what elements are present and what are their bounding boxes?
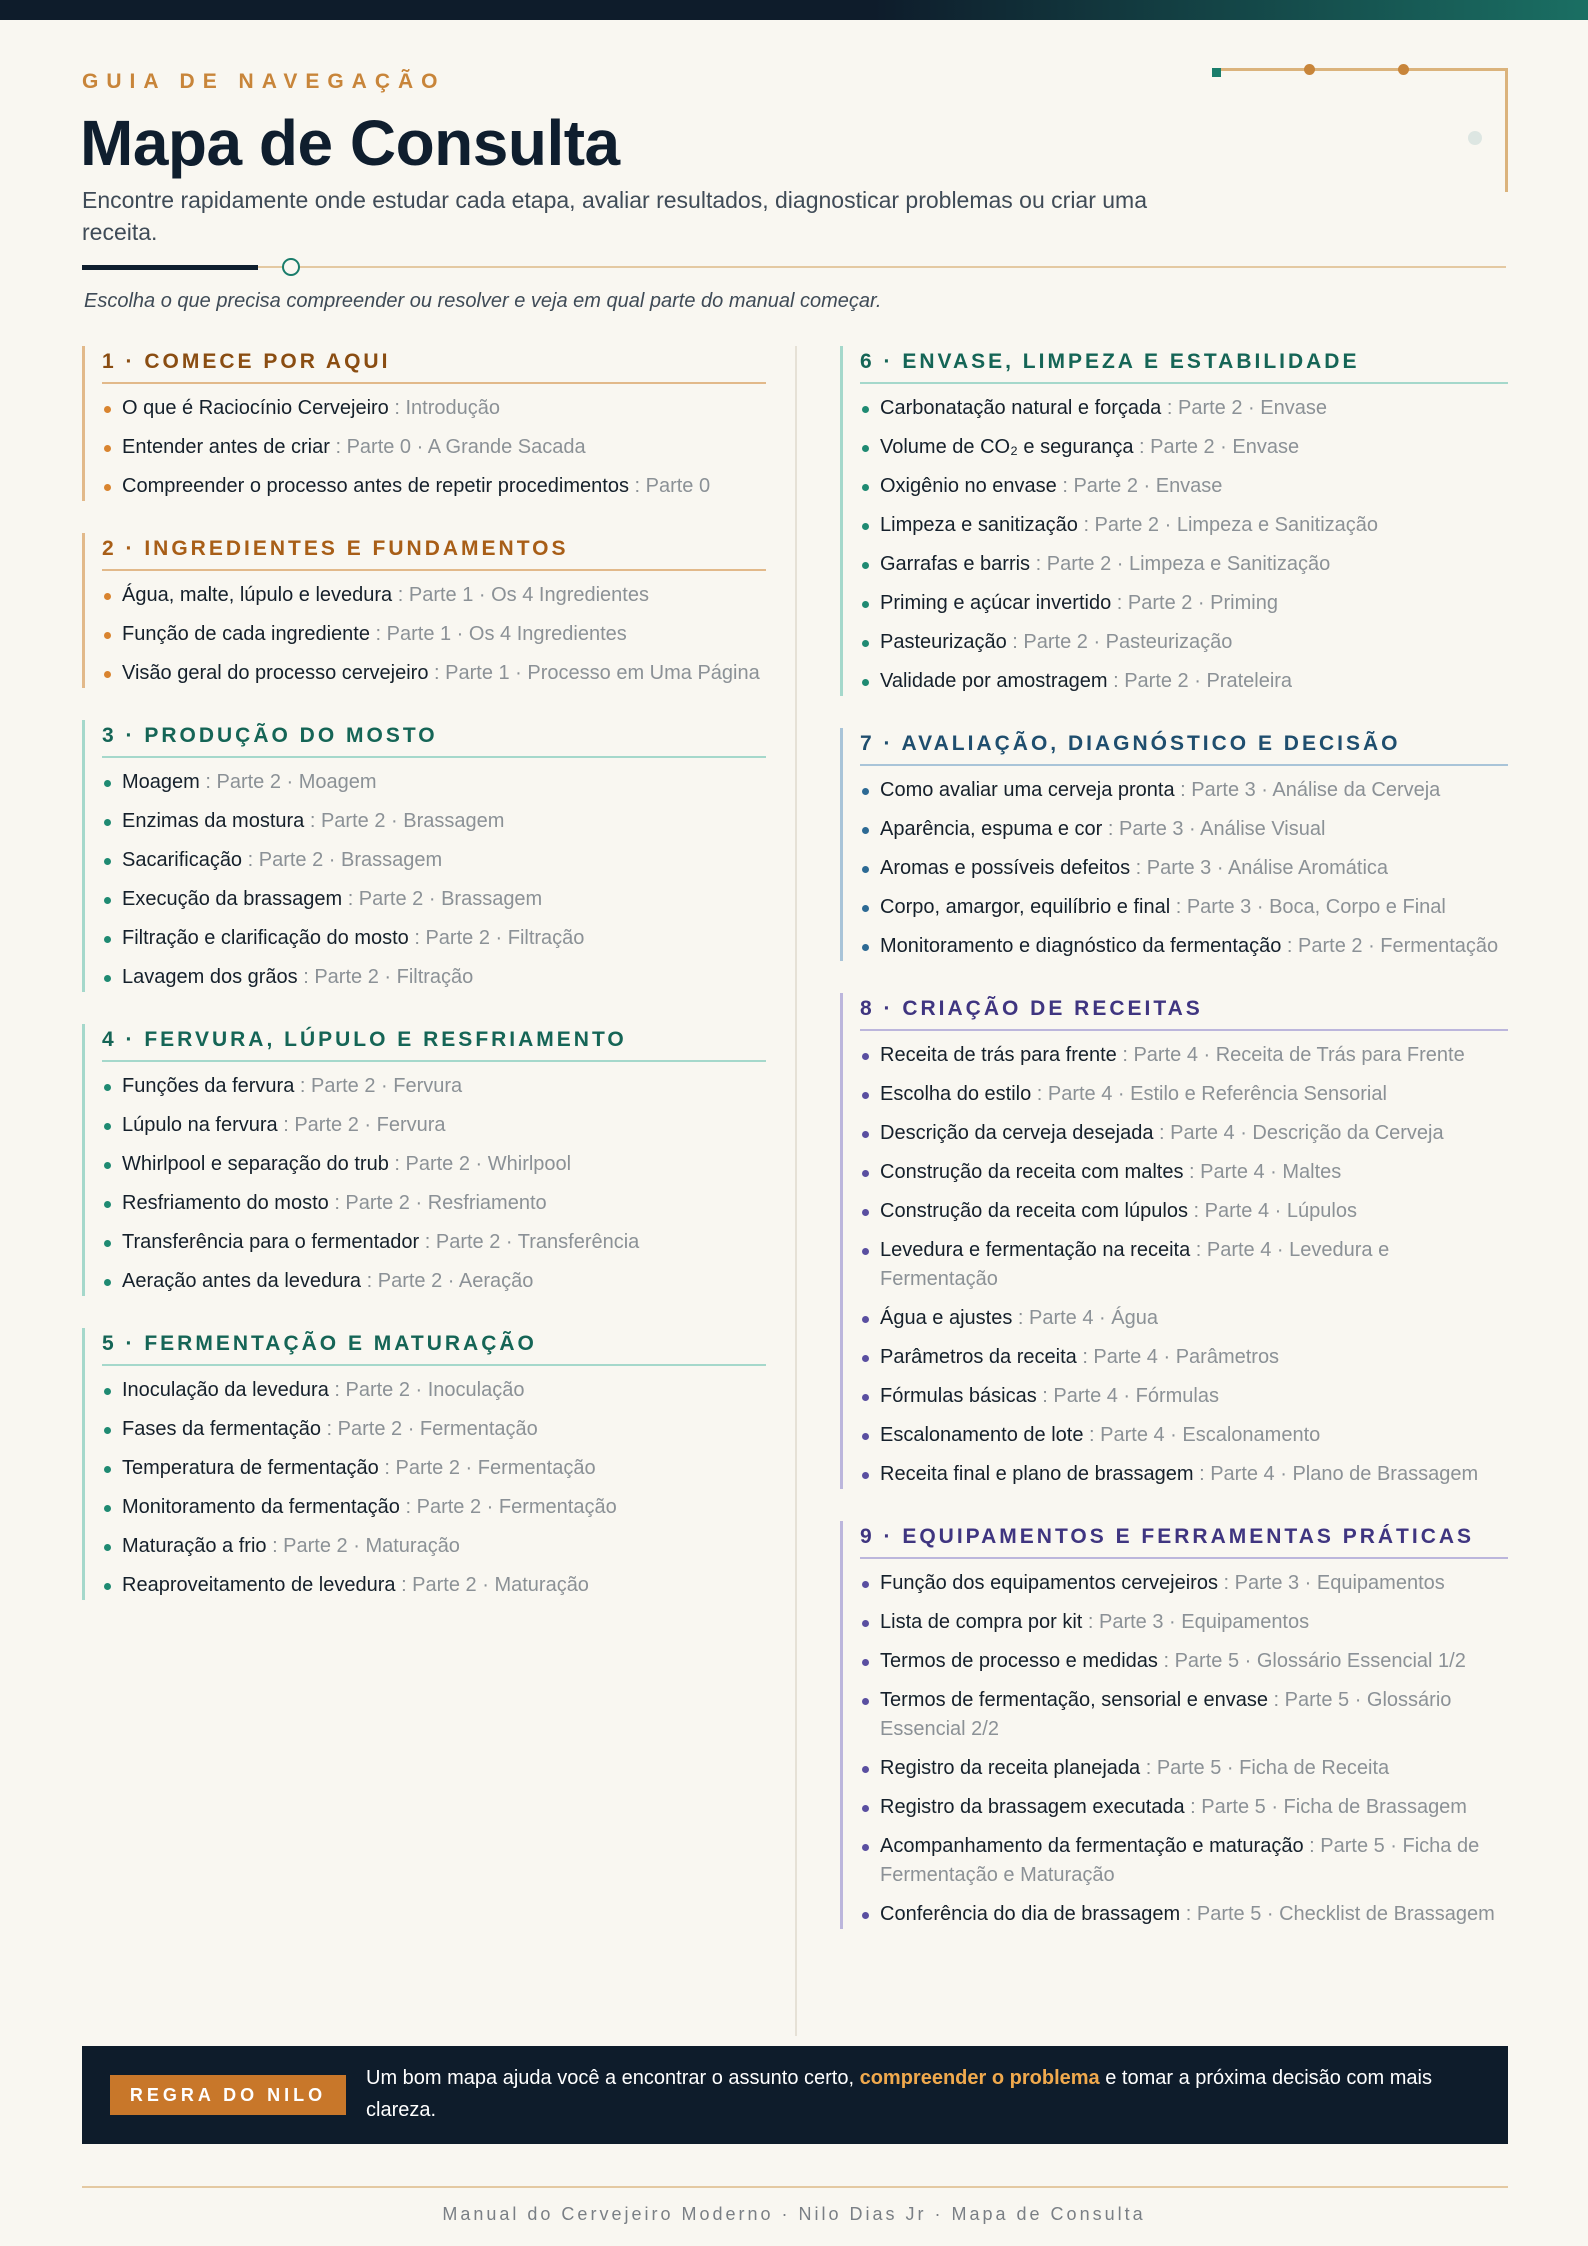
topic-reference: : Parte 2 · Filtração — [408, 927, 585, 949]
top-accent-bar — [0, 0, 1588, 20]
topic-reference: : Parte 2 · Envase — [1056, 475, 1223, 497]
topic-reference: : Parte 2 · Limpeza e Sanitização — [1030, 553, 1331, 575]
topic-reference: : Parte 4 · Descrição da Cerveja — [1153, 1122, 1444, 1144]
topic-reference: : Parte 3 · Análise Visual — [1102, 818, 1326, 840]
topic-label: Lúpulo na fervura — [122, 1114, 278, 1136]
list-item — [102, 924, 766, 953]
topic-reference: : Parte 4 · Fórmulas — [1036, 1385, 1219, 1407]
topic-reference: : Parte 4 · Lúpulos — [1187, 1200, 1357, 1222]
list-item — [860, 1304, 1508, 1333]
topic-label: Compreender o processo antes de repetir procedimentos — [122, 475, 629, 497]
topic-list — [860, 394, 1508, 696]
topic-reference: : Parte 2 · Pasteurização — [1006, 631, 1233, 653]
topic-label: Água, malte, lúpulo e levedura — [122, 584, 393, 606]
topic-reference: : Parte 2 · Prateleira — [1107, 670, 1293, 692]
list-item — [102, 1072, 766, 1101]
bullet-icon — [862, 1698, 869, 1705]
right-column — [840, 346, 1508, 1961]
section-title: 4 · FERVURA, LÚPULO E RESFRIAMENTO — [102, 1024, 766, 1062]
list-item — [860, 1686, 1508, 1744]
topic-label: Termos de processo e medidas — [880, 1650, 1158, 1672]
bullet-icon — [862, 1355, 869, 1362]
list-item — [102, 1376, 766, 1405]
topic-reference: : Parte 2 · Whirlpool — [388, 1153, 572, 1175]
list-item — [102, 846, 766, 875]
section-1 — [82, 346, 766, 501]
section-title: 8 · CRIAÇÃO DE RECEITAS — [860, 993, 1508, 1031]
list-item — [102, 963, 766, 992]
list-item — [860, 1900, 1508, 1929]
topic-reference: : Parte 3 · Boca, Corpo e Final — [1170, 896, 1446, 918]
topic-reference: : Parte 0 · A Grande Sacada — [329, 436, 586, 458]
topic-label: Resfriamento do mosto — [122, 1192, 329, 1214]
topic-list — [102, 768, 766, 992]
topic-reference: : Parte 5 · Glossário Essencial 2/2 — [880, 1689, 1452, 1740]
topic-label: Limpeza e sanitização — [880, 514, 1078, 536]
topic-list — [860, 776, 1508, 961]
topic-reference: : Parte 2 · Filtração — [297, 966, 474, 988]
bullet-icon — [104, 1427, 111, 1434]
list-item — [102, 1454, 766, 1483]
bullet-icon — [862, 445, 869, 452]
list-item — [102, 1111, 766, 1140]
bullet-icon — [104, 1240, 111, 1247]
section-title: 3 · PRODUÇÃO DO MOSTO — [102, 720, 766, 758]
topic-label: Receita final e plano de brassagem — [880, 1463, 1194, 1485]
list-item — [860, 1647, 1508, 1676]
topic-list — [860, 1041, 1508, 1489]
topic-reference: : Parte 2 · Brassagem — [242, 849, 443, 871]
topic-label: Lavagem dos grãos — [122, 966, 298, 988]
list-item — [860, 628, 1508, 657]
bullet-icon — [862, 1805, 869, 1812]
topic-label: Reaproveitamento de levedura — [122, 1574, 396, 1596]
list-item — [860, 1119, 1508, 1148]
topic-reference: : Parte 2 · Priming — [1111, 592, 1278, 614]
topic-label: Pasteurização — [880, 631, 1007, 653]
bullet-icon — [104, 1162, 111, 1169]
list-item — [860, 511, 1508, 540]
bullet-icon — [862, 944, 869, 951]
bullet-icon — [862, 1912, 869, 1919]
list-item — [860, 667, 1508, 696]
section-title: 9 · EQUIPAMENTOS E FERRAMENTAS PRÁTICAS — [860, 1521, 1508, 1559]
list-item — [102, 581, 766, 610]
topic-reference: : Parte 2 · Aeração — [361, 1270, 534, 1292]
topic-reference: : Parte 4 · Parâmetros — [1076, 1346, 1280, 1368]
topic-label: Escolha do estilo — [880, 1083, 1032, 1105]
section-accent-bar — [82, 1024, 85, 1296]
page-subtitle: Encontre rapidamente onde estudar cada etapa, avaliar resultados, diagnosticar problemas ou criar uma receita. — [82, 187, 1148, 245]
topic-reference: : Parte 2 · Transferência — [419, 1231, 640, 1253]
list-item — [102, 620, 766, 649]
topic-reference: : Parte 4 · Escalonamento — [1083, 1424, 1321, 1446]
list-item — [102, 1571, 766, 1600]
list-item — [860, 1236, 1508, 1294]
bullet-icon — [862, 1053, 869, 1060]
topic-reference: : Parte 1 · Os 4 Ingredientes — [392, 584, 649, 606]
section-title: 6 · ENVASE, LIMPEZA E ESTABILIDADE — [860, 346, 1508, 384]
bullet-icon — [862, 640, 869, 647]
list-item — [860, 589, 1508, 618]
topic-list — [102, 1376, 766, 1600]
topic-reference: : Parte 4 · Levedura e Fermentação — [880, 1239, 1390, 1290]
bullet-icon — [862, 1092, 869, 1099]
topic-reference: : Parte 4 · Estilo e Referência Sensorial — [1031, 1083, 1387, 1105]
topic-reference: : Parte 2 · Inoculação — [328, 1379, 525, 1401]
bullet-icon — [104, 1544, 111, 1551]
list-item — [860, 1460, 1508, 1489]
bullet-icon — [104, 1084, 111, 1091]
topic-label: Inoculação da levedura — [122, 1379, 329, 1401]
topic-reference: : Parte 2 · Resfriamento — [328, 1192, 547, 1214]
topic-reference: : Parte 3 · Equipamentos — [1082, 1611, 1310, 1633]
topic-reference: : Parte 2 · Limpeza e Sanitização — [1077, 514, 1379, 536]
list-item — [102, 1493, 766, 1522]
bullet-icon — [862, 905, 869, 912]
topic-reference: : Parte 5 · Ficha de Receita — [1140, 1757, 1390, 1779]
list-item — [102, 1532, 766, 1561]
bullet-icon — [862, 1131, 869, 1138]
bullet-icon — [862, 601, 869, 608]
bullet-icon — [104, 780, 111, 787]
topic-label: Aeração antes da levedura — [122, 1270, 362, 1292]
topic-label: Carbonatação natural e forçada — [880, 397, 1162, 419]
topic-label: Volume de CO₂ e segurança — [880, 436, 1134, 458]
topic-label: Transferência para o fermentador — [122, 1231, 420, 1253]
topic-label: Descrição da cerveja desejada — [880, 1122, 1154, 1144]
bullet-icon — [862, 1209, 869, 1216]
bullet-icon — [104, 1505, 111, 1512]
topic-reference: : Parte 2 · Fermentação — [321, 1418, 538, 1440]
page-title: Mapa de Consulta — [80, 107, 620, 179]
list-item — [860, 1080, 1508, 1109]
topic-reference: : Parte 4 · Água — [1012, 1307, 1158, 1329]
topic-reference: : Parte 2 · Moagem — [199, 771, 377, 793]
list-item — [102, 1228, 766, 1257]
topic-reference: : Parte 3 · Análise da Cerveja — [1174, 779, 1441, 801]
bullet-icon — [862, 679, 869, 686]
rule-message: Um bom mapa ajuda você a encontrar o assunto certo, compreender o problema e tomar a próxima decisão com mais clareza. — [366, 2067, 1432, 2121]
footer-credits: Manual do Cervejeiro Moderno · Nilo Dias Jr · Mapa de Consulta — [442, 2204, 1146, 2224]
bullet-icon — [862, 866, 869, 873]
list-item — [860, 1793, 1508, 1822]
section-accent-bar — [82, 533, 85, 688]
topic-label: Filtração e clarificação do mosto — [122, 927, 409, 949]
section-title: 2 · INGREDIENTES E FUNDAMENTOS — [102, 533, 766, 571]
topic-reference: : Parte 5 · Ficha de Fermentação e Maturação — [880, 1835, 1480, 1886]
left-column — [82, 346, 766, 1632]
section-2 — [82, 533, 766, 688]
list-item — [860, 1041, 1508, 1070]
topic-reference: : Parte 2 · Envase — [1161, 397, 1327, 419]
topic-reference: : Parte 1 · Os 4 Ingredientes — [369, 623, 627, 645]
section-3 — [82, 720, 766, 992]
bullet-icon — [862, 1316, 869, 1323]
topic-reference: : Parte 3 · Equipamentos — [1217, 1572, 1445, 1594]
topic-label: O que é Raciocínio Cervejeiro — [122, 397, 389, 419]
list-item — [860, 932, 1508, 961]
topic-label: Conferência do dia de brassagem — [880, 1903, 1181, 1925]
list-item — [860, 1832, 1508, 1890]
list-item — [860, 815, 1508, 844]
bullet-icon — [862, 1766, 869, 1773]
bullet-icon — [104, 1388, 111, 1395]
bullet-icon — [104, 1583, 111, 1590]
topic-reference: : Parte 2 · Fermentação — [399, 1496, 617, 1518]
topic-reference: : Parte 5 · Glossário Essencial 1/2 — [1157, 1650, 1466, 1672]
bullet-icon — [862, 1433, 869, 1440]
bullet-icon — [104, 632, 111, 639]
topic-reference: : Parte 1 · Processo em Uma Página — [428, 662, 760, 684]
section-title: 7 · AVALIAÇÃO, DIAGNÓSTICO E DECISÃO — [860, 728, 1508, 766]
section-4 — [82, 1024, 766, 1296]
rule-highlight: compreender o problema — [859, 2067, 1100, 2089]
topic-label: Aromas e possíveis defeitos — [880, 857, 1131, 879]
topic-list — [102, 394, 766, 501]
topic-reference: : Introdução — [388, 397, 500, 419]
intro-text: Escolha o que precisa compreender ou resolver e veja em qual parte do manual começar. — [84, 290, 882, 312]
section-9 — [840, 1521, 1508, 1929]
topic-label: Sacarificação — [122, 849, 243, 871]
bullet-icon — [104, 1466, 111, 1473]
topic-list — [102, 1072, 766, 1296]
section-accent-bar — [82, 346, 85, 501]
topic-reference: : Parte 2 · Envase — [1133, 436, 1300, 458]
bullet-icon — [862, 788, 869, 795]
bullet-icon — [862, 562, 869, 569]
topic-label: Registro da receita planejada — [880, 1757, 1141, 1779]
topic-label: Fases da fermentação — [122, 1418, 321, 1440]
section-accent-bar — [840, 1521, 843, 1929]
list-item — [102, 394, 766, 423]
topic-label: Receita de trás para frente — [880, 1044, 1117, 1066]
rule-callout — [82, 2046, 1508, 2144]
divider-ring-icon — [282, 258, 300, 276]
list-item — [102, 1267, 766, 1296]
topic-list — [102, 581, 766, 688]
rule-badge: REGRA DO NILO — [110, 2075, 346, 2115]
topic-reference: : Parte 2 · Fermentação — [378, 1457, 596, 1479]
corner-ornament — [1212, 68, 1508, 192]
list-item — [102, 807, 766, 836]
topic-label: Funções da fervura — [122, 1075, 295, 1097]
list-item — [860, 550, 1508, 579]
bullet-icon — [862, 1394, 869, 1401]
topic-label: Escalonamento de lote — [880, 1424, 1084, 1446]
list-item — [102, 1189, 766, 1218]
section-title: 1 · COMECE POR AQUI — [102, 346, 766, 384]
list-item — [860, 1343, 1508, 1372]
bullet-icon — [104, 445, 111, 452]
bullet-icon — [862, 523, 869, 530]
topic-label: Levedura e fermentação na receita — [880, 1239, 1191, 1261]
list-item — [102, 659, 766, 688]
list-item — [860, 1754, 1508, 1783]
bullet-icon — [104, 858, 111, 865]
topic-label: Validade por amostragem — [880, 670, 1108, 692]
topic-label: Execução da brassagem — [122, 888, 343, 910]
column-separator — [795, 346, 797, 2036]
topic-label: Priming e açúcar invertido — [880, 592, 1112, 614]
topic-label: Parâmetros da receita — [880, 1346, 1077, 1368]
section-5 — [82, 1328, 766, 1600]
list-item — [860, 1569, 1508, 1598]
section-title: 5 · FERMENTAÇÃO E MATURAÇÃO — [102, 1328, 766, 1366]
topic-list — [860, 1569, 1508, 1929]
topic-reference: : Parte 2 · Brassagem — [342, 888, 543, 910]
topic-reference: : Parte 4 · Maltes — [1183, 1161, 1342, 1183]
list-item — [102, 768, 766, 797]
bullet-icon — [104, 406, 111, 413]
topic-label: Aparência, espuma e cor — [880, 818, 1103, 840]
bullet-icon — [104, 1279, 111, 1286]
bullet-icon — [104, 897, 111, 904]
topic-label: Enzimas da mostura — [122, 810, 305, 832]
topic-reference: : Parte 0 — [628, 475, 711, 497]
bullet-icon — [104, 484, 111, 491]
list-item — [860, 1382, 1508, 1411]
bullet-icon — [862, 1844, 869, 1851]
topic-reference: : Parte 2 · Fermentação — [1281, 935, 1499, 957]
bullet-icon — [104, 936, 111, 943]
topic-reference: : Parte 2 · Maturação — [266, 1535, 460, 1557]
topic-label: Lista de compra por kit — [880, 1611, 1083, 1633]
bullet-icon — [104, 671, 111, 678]
bullet-icon — [862, 1659, 869, 1666]
list-item — [860, 854, 1508, 883]
topic-reference: : Parte 2 · Brassagem — [304, 810, 505, 832]
topic-reference: : Parte 3 · Análise Aromática — [1130, 857, 1389, 879]
bullet-icon — [104, 975, 111, 982]
section-accent-bar — [840, 346, 843, 696]
topic-label: Maturação a frio — [122, 1535, 267, 1557]
section-accent-bar — [840, 993, 843, 1489]
topic-label: Temperatura de fermentação — [122, 1457, 379, 1479]
list-item — [860, 1197, 1508, 1226]
section-8 — [840, 993, 1508, 1489]
list-item — [860, 472, 1508, 501]
topic-reference: : Parte 2 · Fervura — [294, 1075, 463, 1097]
bullet-icon — [862, 1581, 869, 1588]
topic-reference: : Parte 5 · Checklist de Brassagem — [1180, 1903, 1495, 1925]
footer-divider — [82, 2186, 1508, 2188]
topic-label: Monitoramento e diagnóstico da fermentação — [880, 935, 1282, 957]
list-item — [860, 1608, 1508, 1637]
list-item — [860, 893, 1508, 922]
topic-label: Termos de fermentação, sensorial e envase — [880, 1689, 1268, 1711]
bullet-icon — [104, 1201, 111, 1208]
section-accent-bar — [82, 1328, 85, 1600]
bullet-icon — [862, 1620, 869, 1627]
bullet-icon — [862, 827, 869, 834]
topic-label: Garrafas e barris — [880, 553, 1031, 575]
bullet-icon — [104, 819, 111, 826]
list-item — [860, 433, 1508, 462]
bullet-icon — [862, 484, 869, 491]
list-item — [102, 885, 766, 914]
section-accent-bar — [840, 728, 843, 961]
topic-label: Construção da receita com maltes — [880, 1161, 1184, 1183]
topic-label: Oxigênio no envase — [880, 475, 1057, 497]
topic-label: Visão geral do processo cervejeiro — [122, 662, 429, 684]
topic-label: Monitoramento da fermentação — [122, 1496, 400, 1518]
bullet-icon — [862, 1248, 869, 1255]
topic-reference: : Parte 4 · Receita de Trás para Frente — [1116, 1044, 1465, 1066]
topic-reference: : Parte 2 · Maturação — [395, 1574, 589, 1596]
topic-reference: : Parte 2 · Fervura — [277, 1114, 446, 1136]
topic-label: Água e ajustes — [880, 1307, 1013, 1329]
list-item — [102, 433, 766, 462]
list-item — [860, 1158, 1508, 1187]
section-6 — [840, 346, 1508, 696]
bullet-icon — [104, 593, 111, 600]
list-item — [102, 472, 766, 501]
topic-label: Whirlpool e separação do trub — [122, 1153, 389, 1175]
list-item — [102, 1415, 766, 1444]
topic-label: Registro da brassagem executada — [880, 1796, 1185, 1818]
bullet-icon — [862, 1170, 869, 1177]
section-accent-bar — [82, 720, 85, 992]
list-item — [860, 776, 1508, 805]
topic-label: Moagem — [122, 771, 200, 793]
bullet-icon — [104, 1123, 111, 1130]
topic-label: Como avaliar uma cerveja pronta — [880, 779, 1175, 801]
topic-reference: : Parte 5 · Ficha de Brassagem — [1184, 1796, 1467, 1818]
eyebrow-label: GUIA DE NAVEGAÇÃO — [82, 70, 446, 93]
topic-label: Entender antes de criar — [122, 436, 330, 458]
topic-label: Construção da receita com lúpulos — [880, 1200, 1188, 1222]
list-item — [860, 394, 1508, 423]
topic-label: Acompanhamento da fermentação e maturação — [880, 1835, 1304, 1857]
topic-label: Fórmulas básicas — [880, 1385, 1037, 1407]
topic-label: Função dos equipamentos cervejeiros — [880, 1572, 1218, 1594]
section-7 — [840, 728, 1508, 961]
header-divider — [82, 266, 1506, 268]
bullet-icon — [862, 1472, 869, 1479]
topic-label: Função de cada ingrediente — [122, 623, 370, 645]
topic-label: Corpo, amargor, equilíbrio e final — [880, 896, 1171, 918]
bullet-icon — [862, 406, 869, 413]
topic-reference: : Parte 4 · Plano de Brassagem — [1193, 1463, 1479, 1485]
list-item — [860, 1421, 1508, 1450]
list-item — [102, 1150, 766, 1179]
